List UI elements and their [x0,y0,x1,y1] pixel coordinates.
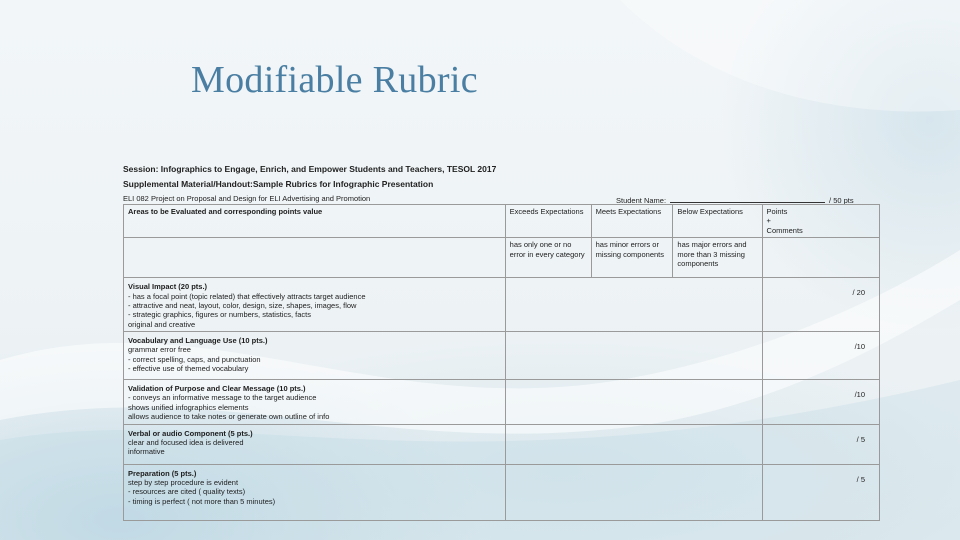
rating-cell [505,332,762,380]
area-title: Visual Impact (20 pts.) [128,282,208,292]
table-header-row [124,205,880,238]
descriptor-empty [124,238,506,278]
area-title: Preparation (5 pts.) [128,468,197,478]
score-cell [762,278,879,332]
descriptor-points [762,238,879,278]
student-name-label: Student Name: [616,196,667,205]
score-cell [762,332,879,380]
score: / 5 [856,434,865,444]
criteria-cell [124,332,506,380]
criterion: - conveys an informative message to the target audience [128,393,317,403]
rubric-document [118,160,888,515]
table-row [124,278,880,332]
table-row [124,424,880,464]
header-meets: Meets Expectations [591,205,673,238]
descriptor-row [124,238,880,278]
score-cell [762,464,879,520]
criterion: shows unified infographics elements [128,402,249,412]
criterion: - strategic graphics, figures or numbers, statistics, facts [128,310,311,320]
criteria-cell [124,380,506,425]
score-cell [762,424,879,464]
criterion: allows audience to take notes or generate own outline of info [128,412,330,422]
criterion: grammar error free [128,345,191,355]
student-name-line [670,194,825,203]
header-comments: Comments [766,225,803,235]
criterion: - timing is perfect ( not more than 5 minutes) [128,496,276,506]
supplemental-line: Supplemental Material/Handout:Sample Rubrics for Infographic Presentation [123,179,434,189]
descriptor-meets: has minor errors or missing components [591,238,673,278]
criterion: clear and focused idea is delivered [128,437,244,447]
criterion: informative [128,447,165,457]
slide-title: Modifiable Rubric [191,59,478,101]
header-below: Below Expectations [673,205,762,238]
area-title: Verbal or audio Component (5 pts.) [128,428,253,438]
score-cell [762,380,879,425]
criterion: original and creative [128,319,196,329]
table-row [124,380,880,425]
project-line: ELI 082 Project on Proposal and Design for ELI Advertising and Promotion [123,194,371,203]
criterion: - correct spelling, caps, and punctuation [128,354,261,364]
header-points-plus: + [766,216,771,226]
criterion: - has a focal point (topic related) that effectively attracts target audience [128,291,366,301]
area-title: Validation of Purpose and Clear Message (10 pts.) [128,384,306,393]
criterion: - effective use of themed vocabulary [128,364,249,374]
criteria-cell [124,464,506,520]
area-title: Vocabulary and Language Use (10 pts.) [128,336,268,345]
session-line: Session: Infographics to Engage, Enrich, and Empower Students and Teachers, TESOL 2017 [123,164,497,174]
table-row [124,464,880,520]
score: / 5 [856,474,865,484]
table-row [124,332,880,380]
score: /10 [854,390,865,399]
rating-cell [505,464,762,520]
rating-cell [505,424,762,464]
header-exceeds: Exceeds Expectations [505,205,591,238]
criterion: - attractive and neat, layout, color, design, size, shapes, images, flow [128,300,357,310]
criterion: step by step procedure is evident [128,477,239,487]
header-points-label: Points [766,207,788,216]
rating-cell [505,278,762,332]
header-areas: Areas to be Evaluated and corresponding points value [124,205,506,238]
score: / 20 [852,288,865,298]
criteria-cell [124,278,506,332]
points-total: / 50 pts [829,196,854,205]
header-points [762,205,879,238]
criteria-cell [124,424,506,464]
descriptor-exceeds: has only one or no error in every category [505,238,591,278]
rating-cell [505,380,762,425]
criterion: - resources are cited ( quality texts) [128,487,246,497]
descriptor-below: has major errors and more than 3 missing components [673,238,762,278]
score: /10 [854,342,865,351]
rubric-table [123,204,880,521]
